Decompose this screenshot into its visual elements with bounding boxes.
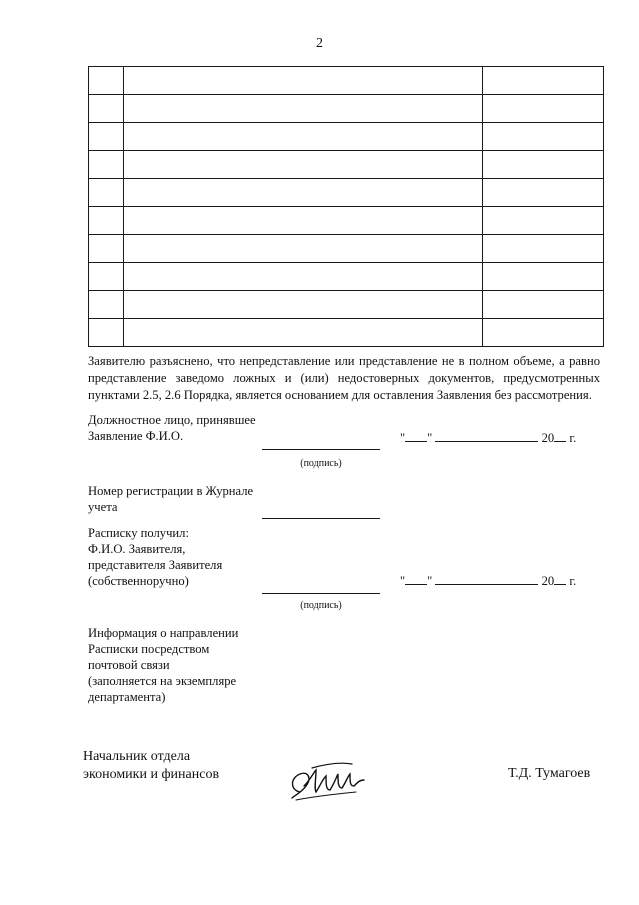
- table-row: [89, 291, 604, 319]
- footer-position-line1: Начальник отдела: [83, 749, 191, 764]
- registration-label-line2: учета: [88, 500, 118, 514]
- receipt-label: [88, 525, 278, 589]
- postal-label: [88, 625, 278, 705]
- page-number: 2: [316, 36, 323, 51]
- table-row: [89, 123, 604, 151]
- table-cell[interactable]: [483, 291, 604, 319]
- registration-label: [88, 483, 278, 515]
- table-cell[interactable]: [124, 207, 483, 235]
- table-cell[interactable]: [483, 207, 604, 235]
- table-cell[interactable]: [89, 67, 124, 95]
- receipt-label-line3: представителя Заявителя: [88, 558, 223, 572]
- receipt-date-open-quote: ": [400, 574, 406, 588]
- table-row: [89, 67, 604, 95]
- table-cell[interactable]: [124, 95, 483, 123]
- table-cell[interactable]: [483, 179, 604, 207]
- receipt-date-day-blank[interactable]: [405, 572, 427, 585]
- table-cell[interactable]: [124, 151, 483, 179]
- notice-text: Заявителю разъяснено, что непредставление или представление не в полном объеме, а равно представление заведомо ложных и (или) недостоверных документов, предусмотренных пунктами 2.5, 2.6 Порядка, является основанием для оставления Заявления без рассмотрения.: [88, 354, 600, 402]
- postal-label-line4: (заполняется на экземпляре: [88, 674, 237, 688]
- official-date-day-blank[interactable]: [405, 429, 427, 442]
- table-cell[interactable]: [89, 123, 124, 151]
- official-signature-line[interactable]: [262, 449, 380, 450]
- table-cell[interactable]: [124, 179, 483, 207]
- registration-label-line1: Номер регистрации в Журнале: [88, 484, 254, 498]
- table-row: [89, 319, 604, 347]
- table-row: [89, 235, 604, 263]
- table-cell[interactable]: [89, 263, 124, 291]
- receipt-signature-caption: (подпись): [300, 600, 342, 611]
- table-cell[interactable]: [124, 235, 483, 263]
- postal-label-line3: почтовой связи: [88, 658, 170, 672]
- receipt-date-suffix: г.: [569, 574, 577, 588]
- documents-table: [88, 66, 604, 347]
- receipt-label-line1: Расписку получил:: [88, 526, 189, 540]
- official-label-line2: Заявление Ф.И.О.: [88, 429, 184, 443]
- official-date-close-quote: ": [427, 431, 433, 445]
- footer-name: Т.Д. Тумагоев: [508, 766, 591, 781]
- receipt-date-close-quote: ": [427, 574, 433, 588]
- official-signature-caption: (подпись): [300, 458, 342, 469]
- receipt-date-field[interactable]: [400, 572, 576, 589]
- footer-position-line2: экономики и финансов: [83, 767, 220, 782]
- table-cell[interactable]: [483, 235, 604, 263]
- official-label: [88, 412, 278, 444]
- table-cell[interactable]: [124, 291, 483, 319]
- official-label-line1: Должностное лицо, принявшее: [88, 413, 256, 427]
- official-date-field[interactable]: [400, 429, 576, 446]
- table-cell[interactable]: [89, 95, 124, 123]
- postal-label-line2: Расписки посредством: [88, 642, 210, 656]
- table-cell[interactable]: [124, 263, 483, 291]
- table-cell[interactable]: [483, 319, 604, 347]
- table-row: [89, 151, 604, 179]
- table-cell[interactable]: [89, 291, 124, 319]
- official-date-year-blank[interactable]: [554, 429, 566, 442]
- handwritten-signature-icon: [286, 756, 370, 806]
- receipt-label-line4: (собственноручно): [88, 574, 189, 588]
- table-cell[interactable]: [483, 263, 604, 291]
- table-cell[interactable]: [124, 319, 483, 347]
- official-date-year: 20: [541, 431, 555, 445]
- official-date-suffix: г.: [569, 431, 577, 445]
- postal-label-line1: Информация о направлении: [88, 626, 239, 640]
- receipt-date-year-blank[interactable]: [554, 572, 566, 585]
- official-date-open-quote: ": [400, 431, 406, 445]
- receipt-date-year: 20: [541, 574, 555, 588]
- footer-position: [83, 748, 219, 784]
- table-row: [89, 263, 604, 291]
- table-cell[interactable]: [89, 319, 124, 347]
- receipt-date-month-blank[interactable]: [435, 572, 538, 585]
- table-cell[interactable]: [483, 123, 604, 151]
- table-row: [89, 95, 604, 123]
- receipt-label-line2: Ф.И.О. Заявителя,: [88, 542, 186, 556]
- table-cell[interactable]: [483, 151, 604, 179]
- table-cell[interactable]: [124, 123, 483, 151]
- registration-number-line[interactable]: [262, 518, 380, 519]
- table-row: [89, 179, 604, 207]
- table-cell[interactable]: [89, 235, 124, 263]
- table-row: [89, 207, 604, 235]
- table-cell[interactable]: [483, 95, 604, 123]
- table-cell[interactable]: [89, 151, 124, 179]
- table-cell[interactable]: [89, 179, 124, 207]
- official-date-month-blank[interactable]: [435, 429, 538, 442]
- table-cell[interactable]: [124, 67, 483, 95]
- table-cell[interactable]: [89, 207, 124, 235]
- table-cell[interactable]: [483, 67, 604, 95]
- receipt-signature-line[interactable]: [262, 593, 380, 594]
- postal-label-line5: департамента): [88, 690, 166, 704]
